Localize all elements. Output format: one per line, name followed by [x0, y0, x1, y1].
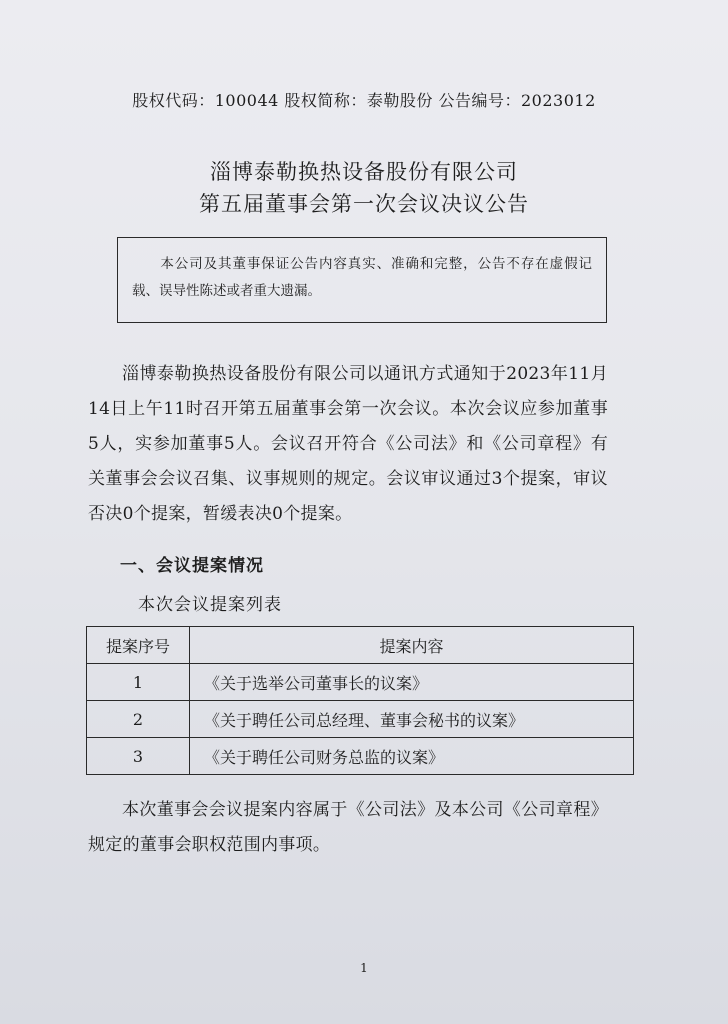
column-header-number: 提案序号 — [87, 627, 190, 664]
announcement-title: 第五届董事会第一次会议决议公告 — [199, 192, 529, 216]
proposals-table — [86, 626, 634, 775]
table-row — [87, 701, 634, 738]
proposal-number: 1 — [87, 664, 190, 701]
proposal-content: 《关于聘任公司总经理、董事会秘书的议案》 — [190, 701, 634, 738]
company-name-title: 淄博泰勒换热设备股份有限公司 — [210, 160, 518, 184]
stock-info-line: 股权代码：100044 股权简称：泰勒股份 公告编号：2023012 — [132, 91, 596, 110]
meeting-summary-paragraph: 淄博泰勒换热设备股份有限公司以通讯方式通知于2023年11月14日上午11时召开第五届董事会第一次会议。本次会议应参加董事5人，实参加董事5人。会议召开符合《公司法》和《公司章程》有关董事会会议召集、议事规则的规定。会议审议通过3个提案，审议否决0个提案，暂缓表决0个提案。 — [88, 364, 608, 524]
table-row — [87, 738, 634, 775]
section-heading-proposals: 一、会议提案情况 — [120, 556, 264, 576]
proposal-number: 3 — [87, 738, 190, 775]
column-header-content: 提案内容 — [190, 627, 634, 664]
page-number: 1 — [360, 961, 368, 975]
scope-paragraph: 本次董事会会议提案内容属于《公司法》及本公司《公司章程》规定的董事会职权范围内事项。 — [88, 800, 608, 855]
table-header-row — [87, 627, 634, 664]
proposal-number: 2 — [87, 701, 190, 738]
disclaimer-box: 本公司及其董事保证公告内容真实、准确和完整，公告不存在虚假记载、误导性陈述或者重大遗漏。 — [117, 237, 607, 323]
proposal-content: 《关于选举公司董事长的议案》 — [190, 664, 634, 701]
table-caption: 本次会议提案列表 — [138, 595, 282, 615]
table-row — [87, 664, 634, 701]
proposal-content: 《关于聘任公司财务总监的议案》 — [190, 738, 634, 775]
